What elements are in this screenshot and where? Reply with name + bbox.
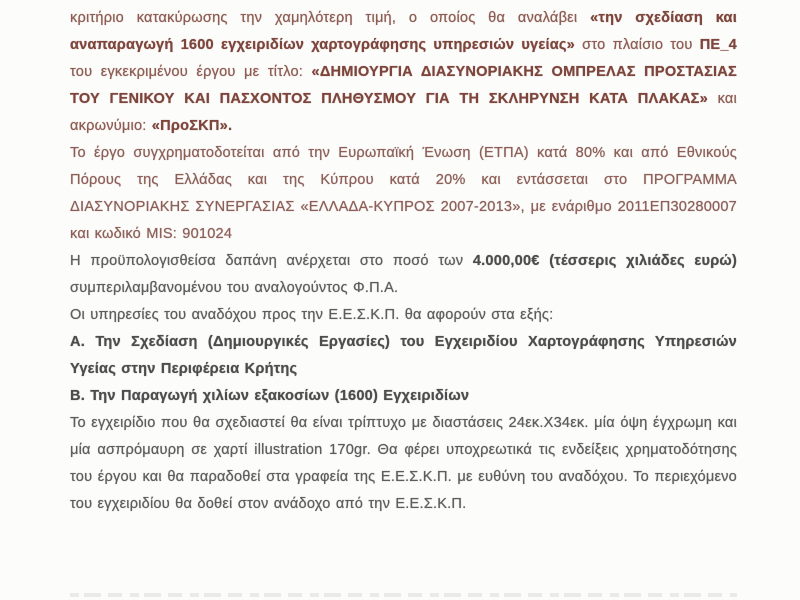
- text-run: και ακρωνύμιο:: [70, 91, 737, 134]
- text-run: Η προϋπολογισθείσα δαπάνη ανέρχεται στο ποσό των: [70, 253, 473, 269]
- paragraph-cofinancing: [70, 140, 737, 248]
- text-run-bold: «ΔΗΜΙΟΥΡΓΙΑ ΔΙΑΣΥΝΟΡΙΑΚΗΣ ΟΜΠΡΕΛΑΣ ΠΡΟΣΤΑΣΙΑΣ ΤΟΥ ΓΕΝΙΚΟΥ ΚΑΙ ΠΑΣΧΟΝΤΟΣ ΠΛΗΘΥΣΜΟΥ ΓΙΑ ΤΗ ΣΚΛΗΡΥΝΣΗ ΚΑΤΑ ΠΛΑΚΑΣ»: [70, 64, 738, 107]
- text-run-bold: ΠΕ_4: [699, 37, 737, 53]
- services-item-b: Β. Την Παραγωγή χιλίων εξακοσίων (1600) Εγχειριδίων: [70, 388, 470, 404]
- text-run-bold: «την σχεδίαση και αναπαραγωγή 1600 εγχειριδίων χαρτογράφησης υπηρεσιών υγείας»: [70, 10, 737, 53]
- paragraph-budget: [70, 248, 737, 302]
- paragraph-handbook-specs: [70, 410, 737, 518]
- text-run: Το έργο συγχρηματοδοτείται από την Ευρωπαϊκή Ένωση (ΕΤΠΑ) κατά 80% και από Εθνικούς Πόρους της Ελλάδας και της Κύπρου κατά 20% και εντάσσεται στο ΠΡΟΓΡΑΜΜΑ ΔΙΑΣΥΝΟΡΙΑΚΗΣ ΣΥΝΕΡΓΑΣΙΑΣ «ΕΛΛΑΔΑ-ΚΥΠΡΟΣ 2007-2013», με ενάριθμο 2011ΕΠ30280007 και κωδικό MIS: 901024: [70, 145, 737, 242]
- paragraph-services-list: [70, 302, 737, 410]
- text-run: Το εγχειρίδιο που θα σχεδιαστεί θα είναι τρίπτυχο με διαστάσεις 24εκ.Χ34εκ. μία όψη έγχρωμη και μία ασπρόμαυρη σε χαρτί illustration 170gr. Θα φέρει υποχρεωτικά τις ενδείξεις χρηματοδότησης του έργου και θα παραδοθεί στα γραφεία της Ε.Ε.Σ.Κ.Π. με ευθύνη του αναδόχου. Το περιεχόμενο του εγχειριδίου θα δοθεί στον ανάδοχο από την Ε.Ε.Σ.Κ.Π.: [70, 415, 737, 512]
- clipped-bottom-text-line: [70, 593, 737, 600]
- paragraph-award-and-project-title: [70, 5, 737, 140]
- document-text-block: [70, 5, 737, 518]
- text-run: συμπεριλαμβανομένου του αναλογούντος Φ.Π.Α.: [70, 280, 399, 296]
- text-run: κριτήριο κατακύρωσης την χαμηλότερη τιμή, ο οποίος θα αναλάβει: [70, 10, 591, 26]
- text-run: του εγκεκριμένου έργου με τίτλο:: [70, 64, 312, 80]
- text-run-bold: «ΠροΣΚΠ».: [151, 118, 233, 134]
- services-item-a: Α. Την Σχεδίαση (Δημιουργικές Εργασίες) του Εγχειριδίου Χαρτογράφησης Υπηρεσιών Υγείας στην Περιφέρεια Κρήτης: [70, 334, 737, 377]
- text-run: στο πλαίσιο του: [575, 37, 700, 53]
- budget-amount: 4.000,00€ (τέσσερις χιλιάδες ευρώ): [472, 253, 738, 269]
- services-intro: Οι υπηρεσίες του αναδόχου προς την Ε.Ε.Σ.Κ.Π. θα αφορούν στα εξής:: [70, 307, 554, 323]
